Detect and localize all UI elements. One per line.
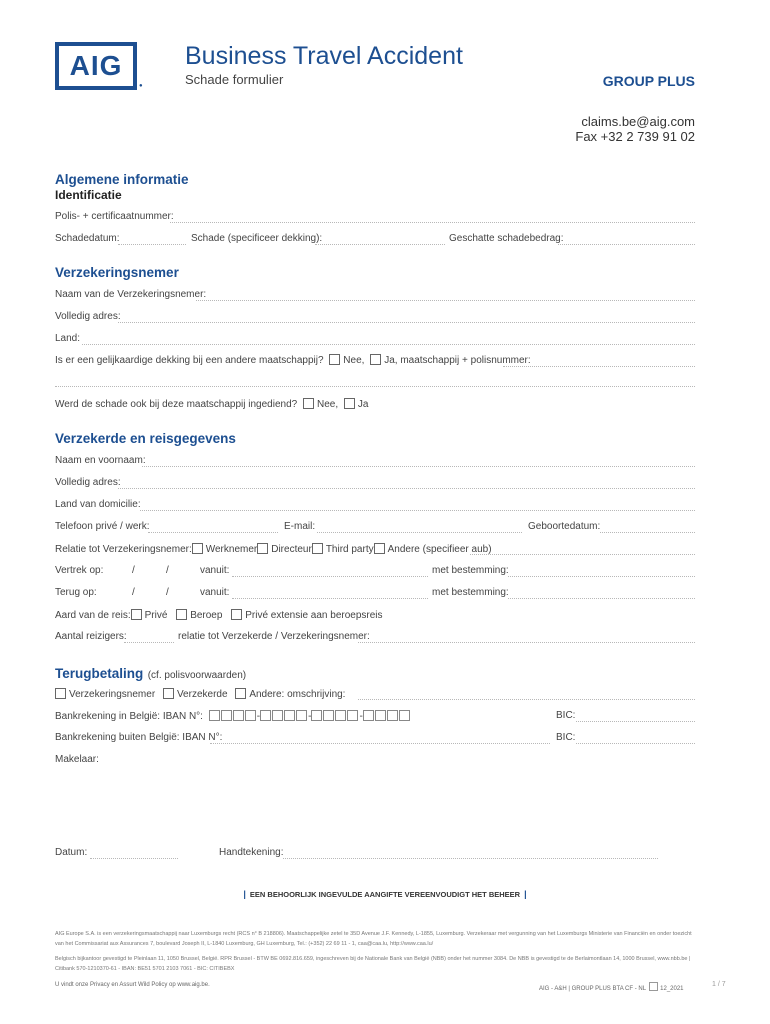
notice-banner: | EEN BEHOORLIJK INGEVULDE AANGIFTE VEREENVOUDIGT HET BEHEER |	[243, 889, 527, 899]
similar-cover-yes-label: Ja, maatschappij + polisnummer:	[384, 355, 531, 366]
departure-from-label: vanuit:	[200, 565, 230, 576]
trip-type-row	[55, 609, 383, 621]
refund-heading: Terugbetaling	[55, 666, 144, 681]
travelers-relation-label: relatie tot Verzekerde / Verzekeringsnemer:	[178, 631, 370, 642]
insured-phone-field[interactable]	[148, 532, 278, 533]
insured-birthdate-field[interactable]	[600, 532, 695, 533]
return-from-field[interactable]	[232, 598, 428, 599]
policyholder-address-field[interactable]	[118, 322, 695, 323]
iban-foreign-field[interactable]	[210, 743, 550, 744]
relation-employee-label: Werknemer	[205, 544, 258, 555]
refund-other-checkbox[interactable]	[235, 688, 246, 699]
refund-policyholder-label: Verzekeringsnemer	[69, 689, 156, 700]
departure-label: Vertrek op:	[55, 565, 104, 576]
policyholder-name-label: Naam van de Verzekeringsnemer:	[55, 289, 207, 300]
trip-extension-label: Privé extensie aan beroepsreis	[245, 610, 383, 621]
insured-email-label: E-mail:	[284, 521, 316, 532]
insured-domicile-field[interactable]	[140, 510, 695, 511]
claim-date-label: Schadedatum:	[55, 233, 120, 244]
insured-address-field[interactable]	[118, 488, 695, 489]
claim-date-field[interactable]	[118, 244, 186, 245]
bic-foreign-label: BIC:	[556, 732, 576, 743]
relation-director-label: Directeur	[271, 544, 312, 555]
insured-birthdate-label: Geboortedatum:	[528, 521, 601, 532]
claim-estimate-field[interactable]	[558, 244, 695, 245]
notice-text: EEN BEHOORLIJK INGEVULDE AANGIFTE VEREENVOUDIGT HET BEHEER	[249, 890, 521, 899]
insured-address-label: Volledig adres:	[55, 477, 121, 488]
footer-legal-2: Belgisch bijkantoor gevestigd te Pleinlaan 11, 1050 Brussel, België. RPR Brussel - BTW BE 0692.816.659, ingeschreven bij de Nationale Bank van België (NBB) onder het nummer 3084. De NBB is gevestigd te de Berlaimontlaan 14, 1000 Brussel, www.nbb.be | Citibank 570-1210370-61 - IBAN: BE51 5701 2103 7061 - BIC: CITIBEBX	[55, 956, 691, 972]
similar-cover-row	[55, 354, 531, 366]
product-name: GROUP PLUS	[602, 73, 695, 89]
trip-extension-checkbox[interactable]	[231, 609, 242, 620]
claim-filed-label: Werd de schade ook bij deze maatschappij ingediend?	[55, 399, 298, 410]
relation-third-party-label: Third party	[325, 544, 374, 555]
relation-other-field[interactable]	[470, 554, 695, 555]
identification-subheading: Identificatie	[55, 188, 122, 202]
return-from-label: vanuit:	[200, 587, 230, 598]
refund-other-label: Andere: omschrijving:	[249, 689, 346, 700]
insured-email-field[interactable]	[317, 532, 522, 533]
departure-destination-field[interactable]	[508, 576, 695, 577]
relation-label: Relatie tot Verzekeringsnemer:	[55, 544, 192, 555]
refund-insured-checkbox[interactable]	[163, 688, 174, 699]
broker-label: Makelaar:	[55, 754, 99, 765]
trip-private-label: Privé	[144, 610, 168, 621]
insured-domicile-label: Land van domicilie:	[55, 499, 141, 510]
footer-ref-text: AIG - A&H | GROUP PLUS BTA CF - NL	[539, 986, 646, 992]
iban-be-input[interactable]: - - -	[209, 711, 411, 722]
claims-fax: Fax +32 2 739 91 02	[575, 129, 695, 144]
logo-registered-mark: ●	[139, 83, 143, 89]
claim-filed-row	[55, 398, 368, 410]
departure-date-slash-2: /	[166, 565, 169, 576]
departure-date-slash-1: /	[132, 565, 135, 576]
page-number: 1 / 7	[712, 981, 726, 988]
claim-estimate-label: Geschatte schadebedrag:	[449, 233, 564, 244]
departure-from-field[interactable]	[232, 576, 428, 577]
trip-type-label: Aard van de reis:	[55, 610, 131, 621]
relation-other-label: Andere (specifieer aub)	[387, 544, 492, 555]
claim-filed-yes-label: Ja	[357, 399, 369, 410]
refund-heading-note: (cf. polisvoorwaarden)	[147, 670, 247, 681]
relation-row	[55, 543, 492, 555]
policy-number-label: Polis- + certificaatnummer:	[55, 211, 174, 222]
similar-cover-yes-checkbox[interactable]	[370, 354, 381, 365]
return-destination-field[interactable]	[508, 598, 695, 599]
policyholder-name-field[interactable]	[196, 300, 695, 301]
policyholder-address-label: Volledig adres:	[55, 311, 121, 322]
print-icon	[649, 982, 658, 991]
other-insurer-field[interactable]	[503, 366, 695, 367]
refund-insured-label: Verzekerde	[176, 689, 228, 700]
return-date-slash-1: /	[132, 587, 135, 598]
return-destination-label: met bestemming:	[432, 587, 509, 598]
relation-third-party-checkbox[interactable]	[312, 543, 323, 554]
refund-other-field[interactable]	[358, 699, 695, 700]
policyholder-country-label: Land:	[55, 333, 81, 344]
relation-other-checkbox[interactable]	[374, 543, 385, 554]
return-date-slash-2: /	[166, 587, 169, 598]
section-refund-heading	[55, 665, 246, 683]
claim-cover-label: Schade (specificeer dekking):	[191, 233, 323, 244]
date-field[interactable]	[90, 858, 178, 859]
iban-be-row	[55, 710, 411, 722]
policyholder-country-field[interactable]	[82, 344, 695, 345]
footer-reference	[539, 982, 684, 992]
departure-destination-label: met bestemming:	[432, 565, 509, 576]
date-label: Datum:	[55, 847, 88, 858]
similar-cover-no-label: Nee,	[343, 355, 365, 366]
insured-name-label: Naam en voornaam:	[55, 455, 146, 466]
document-title: Business Travel Accident	[185, 42, 463, 70]
trip-business-label: Beroep	[190, 610, 223, 621]
policy-number-field[interactable]	[170, 222, 695, 223]
bic-be-field[interactable]	[576, 721, 695, 722]
similar-cover-no-checkbox[interactable]	[329, 354, 340, 365]
bic-be-label: BIC:	[556, 710, 576, 721]
refund-recipient-row	[55, 688, 345, 700]
claim-filed-yes-checkbox[interactable]	[344, 398, 355, 409]
similar-cover-label: Is er een gelijkaardige dekking bij een andere maatschappij?	[55, 355, 324, 366]
trip-private-checkbox[interactable]	[131, 609, 142, 620]
footer-legal-1: AIG Europe S.A. is een verzekeringsmaatschappij naar Luxemburgs recht (RCS n° B 218806). Maatschappelijke zetel te 35D Avenue J.F. Kennedy, L-1855, Luxemburg. Verzekeraar met vergunning van het Luxemburgs Ministerie van Financiën en onder toezicht van het Commissariat aux Assurances 7, boulevard Joseph II, L-1840 Luxemburg, GH Luxemburg, Tel.: (+352) 22 69 11 - 1, caa@caa.lu, http://www.caa.lu/	[55, 931, 692, 947]
relation-director-checkbox[interactable]	[257, 543, 268, 554]
insured-phone-label: Telefoon privé / werk:	[55, 521, 150, 532]
signature-field[interactable]	[283, 858, 658, 859]
footer-privacy: U vindt onze Privacy en Assurt Wild Policy op www.aig.be.	[55, 982, 210, 988]
section-policyholder-heading: Verzekeringsnemer	[55, 265, 179, 280]
trip-business-checkbox[interactable]	[176, 609, 187, 620]
bic-foreign-field[interactable]	[576, 743, 695, 744]
claims-email: claims.be@aig.com	[581, 114, 695, 129]
insured-name-field[interactable]	[142, 466, 695, 467]
relation-employee-checkbox[interactable]	[192, 543, 203, 554]
signature-label: Handtekening:	[219, 847, 284, 858]
other-insurer-field-line2[interactable]	[55, 386, 695, 387]
travelers-count-label: Aantal reizigers:	[55, 631, 127, 642]
claim-filed-no-label: Nee,	[316, 399, 339, 410]
iban-be-label: Bankrekening in België: IBAN N°:	[55, 711, 203, 722]
aig-logo	[55, 42, 137, 90]
refund-policyholder-checkbox[interactable]	[55, 688, 66, 699]
section-general-heading: Algemene informatie	[55, 172, 189, 187]
return-label: Terug op:	[55, 587, 97, 598]
section-insured-heading: Verzekerde en reisgegevens	[55, 431, 236, 446]
iban-foreign-label: Bankrekening buiten België: IBAN N°:	[55, 732, 223, 743]
claim-filed-no-checkbox[interactable]	[303, 398, 314, 409]
travelers-relation-field[interactable]	[358, 642, 695, 643]
footer-date-code: 12_2021	[660, 986, 684, 992]
document-subtitle: Schade formulier	[185, 72, 284, 87]
travelers-count-field[interactable]	[124, 642, 174, 643]
logo-text: AIG	[69, 50, 123, 81]
claim-cover-field[interactable]	[315, 244, 445, 245]
